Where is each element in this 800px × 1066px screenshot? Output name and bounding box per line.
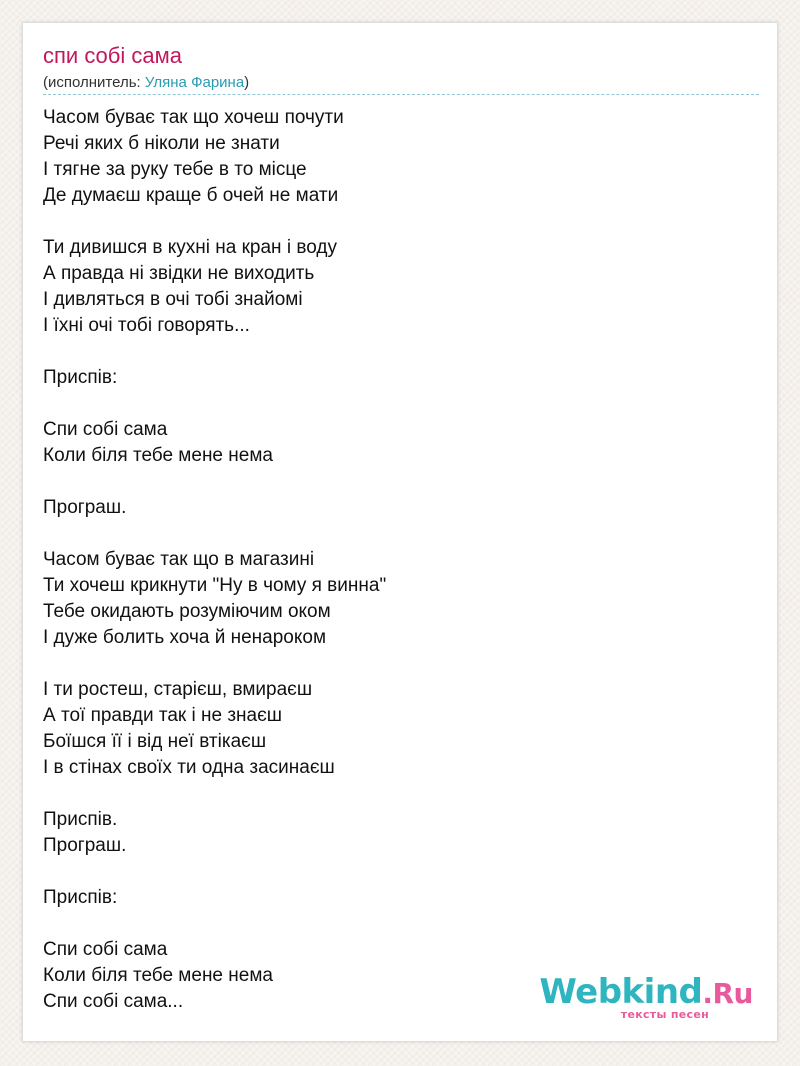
lyric-blank-line <box>43 521 743 547</box>
webkind-logo[interactable] <box>539 974 753 1021</box>
lyric-line: Речі яких б ніколи не знати <box>43 133 280 154</box>
lyric-line: Програш. <box>43 497 127 518</box>
artist-link[interactable]: Уляна Фарина <box>144 74 245 91</box>
lyric-line: Спи собі сама <box>43 939 168 960</box>
lyric-line: І їхні очі тобі говорять... <box>43 315 250 336</box>
lyric-blank-line <box>43 391 743 417</box>
lyric-blank-line <box>43 781 743 807</box>
lyric-blank-line <box>43 209 743 235</box>
lyric-line: Програш. <box>43 835 127 856</box>
artist-suffix: ) <box>244 74 250 91</box>
lyric-line: А тої правди так і не знаєш <box>43 705 283 726</box>
lyric-line: Ти хочеш крикнути "Ну в чому я винна" <box>43 575 387 596</box>
song-title: спи собі сама <box>43 43 182 68</box>
logo-word: Webkind <box>539 972 703 1012</box>
artist-prefix: (исполнитель: <box>43 74 145 91</box>
lyrics-text <box>43 105 743 1015</box>
lyric-line: Спи собі сама <box>43 419 168 440</box>
lyric-blank-line <box>43 859 743 885</box>
lyric-line: А правда ні звідки не виходить <box>43 263 315 284</box>
title-divider <box>43 94 759 95</box>
lyric-line: Де думаєш краще б очей не мати <box>43 185 339 206</box>
lyric-line: Коли біля тебе мене нема <box>43 965 273 986</box>
lyric-line: І в стінах своїх ти одна засинаєш <box>43 757 335 778</box>
lyric-line: Коли біля тебе мене нема <box>43 445 273 466</box>
lyric-line: Часом буває так що в магазині <box>43 549 315 570</box>
lyric-line: Ти дивишся в кухні на кран і воду <box>43 237 337 258</box>
lyric-line: Приспів: <box>43 367 118 388</box>
lyric-line: І тягне за руку тебе в то місце <box>43 159 307 180</box>
lyric-line: Приспів. <box>43 809 118 830</box>
lyric-line: І дивляться в очі тобі знайомі <box>43 289 303 310</box>
logo-tld: .Ru <box>702 977 753 1010</box>
lyric-blank-line <box>43 911 743 937</box>
lyric-line: Приспів: <box>43 887 118 908</box>
logo-tagline: тексты песен <box>620 1008 709 1021</box>
lyric-line: І дуже болить хоча й ненароком <box>43 627 327 648</box>
lyric-line: Спи собі сама... <box>43 991 184 1012</box>
lyrics-card <box>22 22 778 1042</box>
lyric-line: Часом буває так що хочеш почути <box>43 107 344 128</box>
lyric-line: Боїшся її і від неї втікаєш <box>43 731 267 752</box>
lyric-blank-line <box>43 339 743 365</box>
lyric-line: Тебе окидають розуміючим оком <box>43 601 331 622</box>
lyric-blank-line <box>43 651 743 677</box>
artist-line <box>43 73 249 93</box>
logo-wordmark <box>539 974 753 1012</box>
lyric-blank-line <box>43 469 743 495</box>
lyric-line: І ти ростеш, старієш, вмираєш <box>43 679 313 700</box>
